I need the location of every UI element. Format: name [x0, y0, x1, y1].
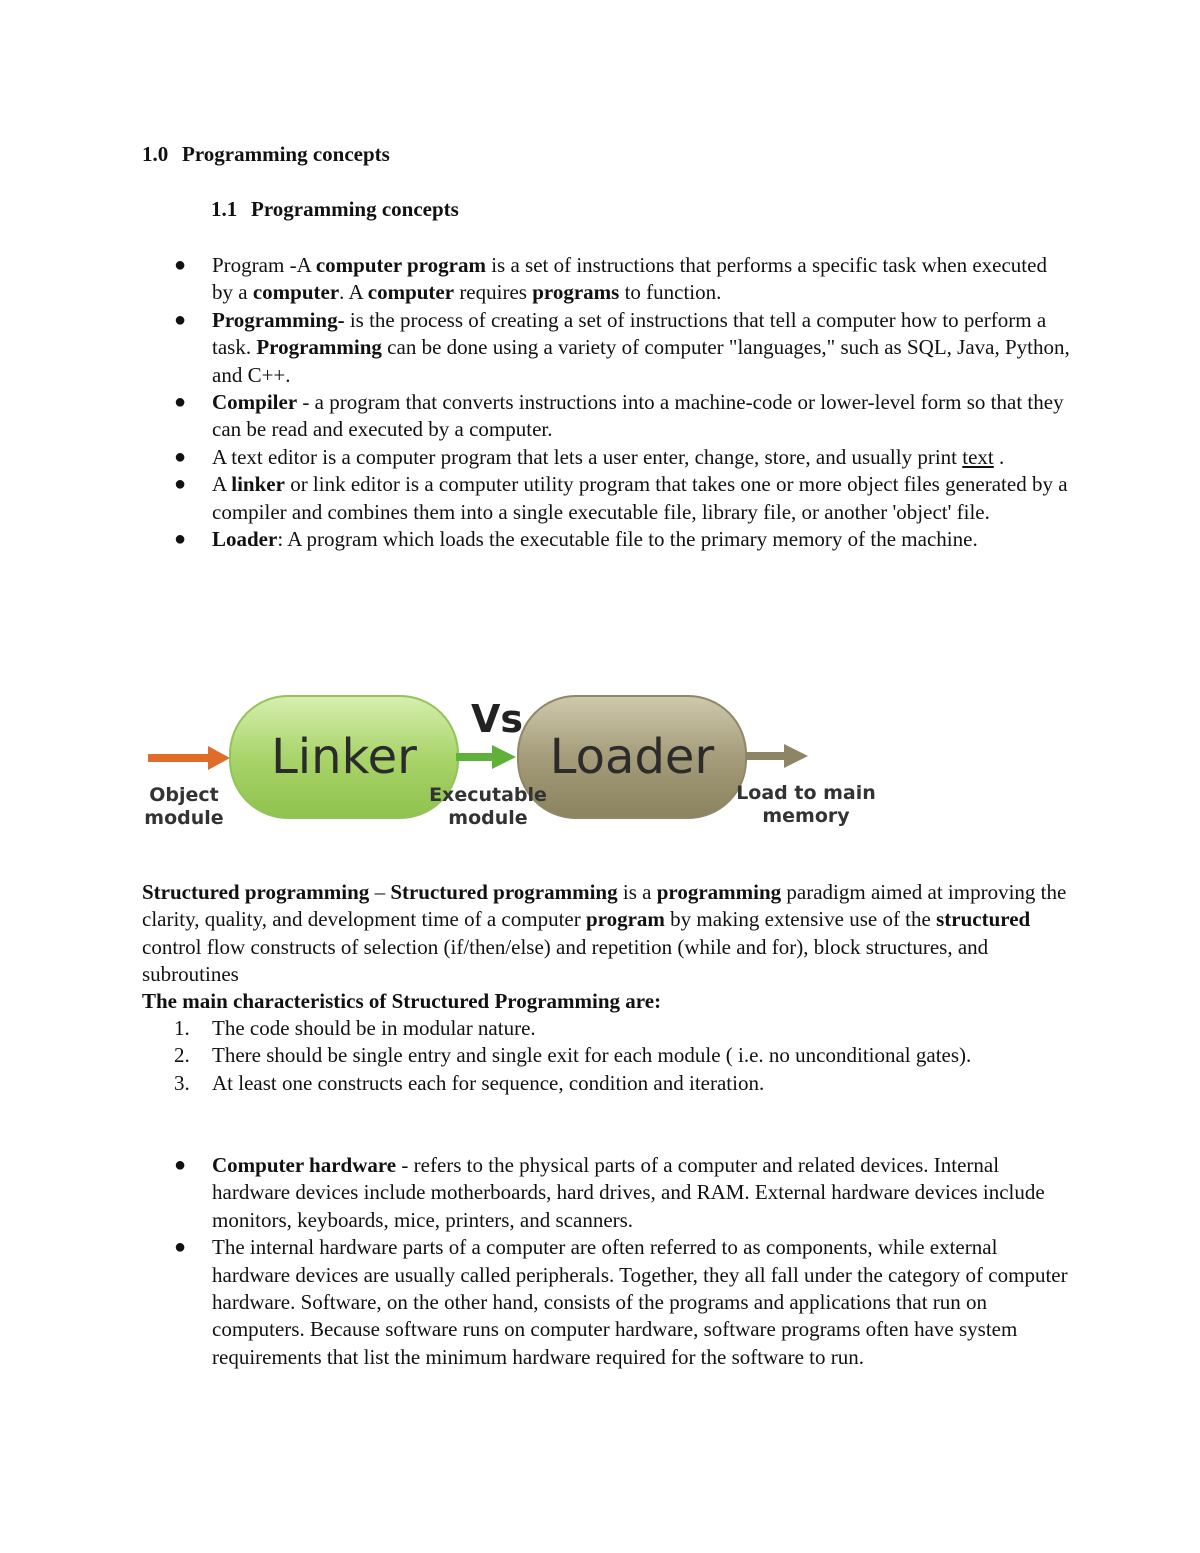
section-heading-1-0 [142, 142, 390, 167]
heading-number: 1.0 [142, 142, 169, 166]
bullet-icon: ● [174, 445, 187, 468]
list-item-loader: ● Loader: A program which loads the executable file to the primary memory of the machine. [212, 526, 1072, 553]
bullet-icon: ● [174, 473, 187, 496]
list-item-text-editor: ● A text editor is a computer program that lets a user enter, change, store, and usually print text . [212, 444, 1072, 471]
bullet-icon: ● [174, 1154, 187, 1176]
structured-programming-paragraph: Structured programming – Structured programming is a programming paradigm aimed at improving the clarity, quality, and development time of a computer program by making extensive use of the structured control flow constructs of selection (if/then/else) and repetition (while and for), block structures, and subroutines [142, 880, 1067, 987]
bullet-icon: ● [174, 254, 187, 276]
bullet-icon: ● [174, 528, 187, 551]
executable-label-line1: Executable [429, 784, 547, 806]
object-label-line1: Object [149, 784, 219, 806]
list-item: 2. There should be single entry and single exit for each module ( i.e. no unconditional gates). [174, 1043, 972, 1068]
text-link[interactable]: text [962, 444, 994, 469]
list-item-computer-hardware: ● Computer hardware - refers to the physical parts of a computer and related devices. Internal hardware devices include motherboards, hard drives, and RAM. External hardware devices include monitors, keyboards, mice, printers, and scanners. [174, 1153, 1045, 1232]
bullet-icon: ● [174, 308, 187, 331]
object-label-line2: module [144, 807, 224, 829]
list-item: 1. The code should be in modular nature. [174, 1016, 536, 1040]
list-item-linker: ● A linker or link editor is a computer utility program that takes one or more object files generated by a compiler and combines them into a single executable file, library file, or another 'object' file. [174, 472, 1068, 524]
linker-vs-loader-diagram [140, 688, 880, 838]
load-to-memory-arrow [746, 744, 808, 768]
list-item-compiler: ● Compiler - a program that converts instructions into a machine-code or lower-level form so that they can be read and executed by a computer. [174, 390, 1064, 442]
heading-number: 1.1 [211, 197, 238, 221]
heading-text: Programming concepts [251, 197, 459, 221]
object-module-arrow [148, 746, 230, 770]
heading-text: Programming concepts [182, 142, 390, 166]
list-item-programming: ● Programming- is the process of creating a set of instructions that tell a computer how to perform a task. Programming can be done using a variety of computer "languages," such as SQL, Java, Python, and C++. [174, 307, 1070, 387]
executable-label-line2: module [448, 807, 528, 829]
vs-label: Vs [470, 697, 524, 741]
load-label-line1: Load to main [736, 782, 876, 804]
list-item-program: ● Program -A computer program is a set of instructions that performs a specific task when executed by a computer. A computer requires programs to function. [174, 253, 1047, 305]
list-item-hardware-components: ● The internal hardware parts of a computer are often referred to as components, while external hardware devices are usually called peripherals. Together, they all fall under the category of computer hardware. Software, on the other hand, consists of the programs and applications that run on computers. Because software runs on computer hardware, software programs often have system requirements that list the minimum hardware required for the software to run. [174, 1235, 1068, 1369]
linker-label: Linker [271, 729, 417, 785]
bullet-icon: ● [174, 1236, 187, 1259]
list-item: 3. At least one constructs each for sequence, condition and iteration. [174, 1070, 765, 1095]
hardware-bullet-list [174, 1152, 1072, 1371]
characteristics-heading: The main characteristics of Structured Programming are: [142, 989, 662, 1013]
loader-label: Loader [549, 729, 715, 785]
concepts-bullet-list [174, 252, 1072, 553]
section-heading-1-1 [211, 197, 459, 222]
load-label-line2: memory [762, 805, 850, 827]
executable-module-arrow [456, 745, 516, 769]
characteristics-list [174, 1015, 1072, 1097]
bullet-icon: ● [174, 391, 187, 414]
